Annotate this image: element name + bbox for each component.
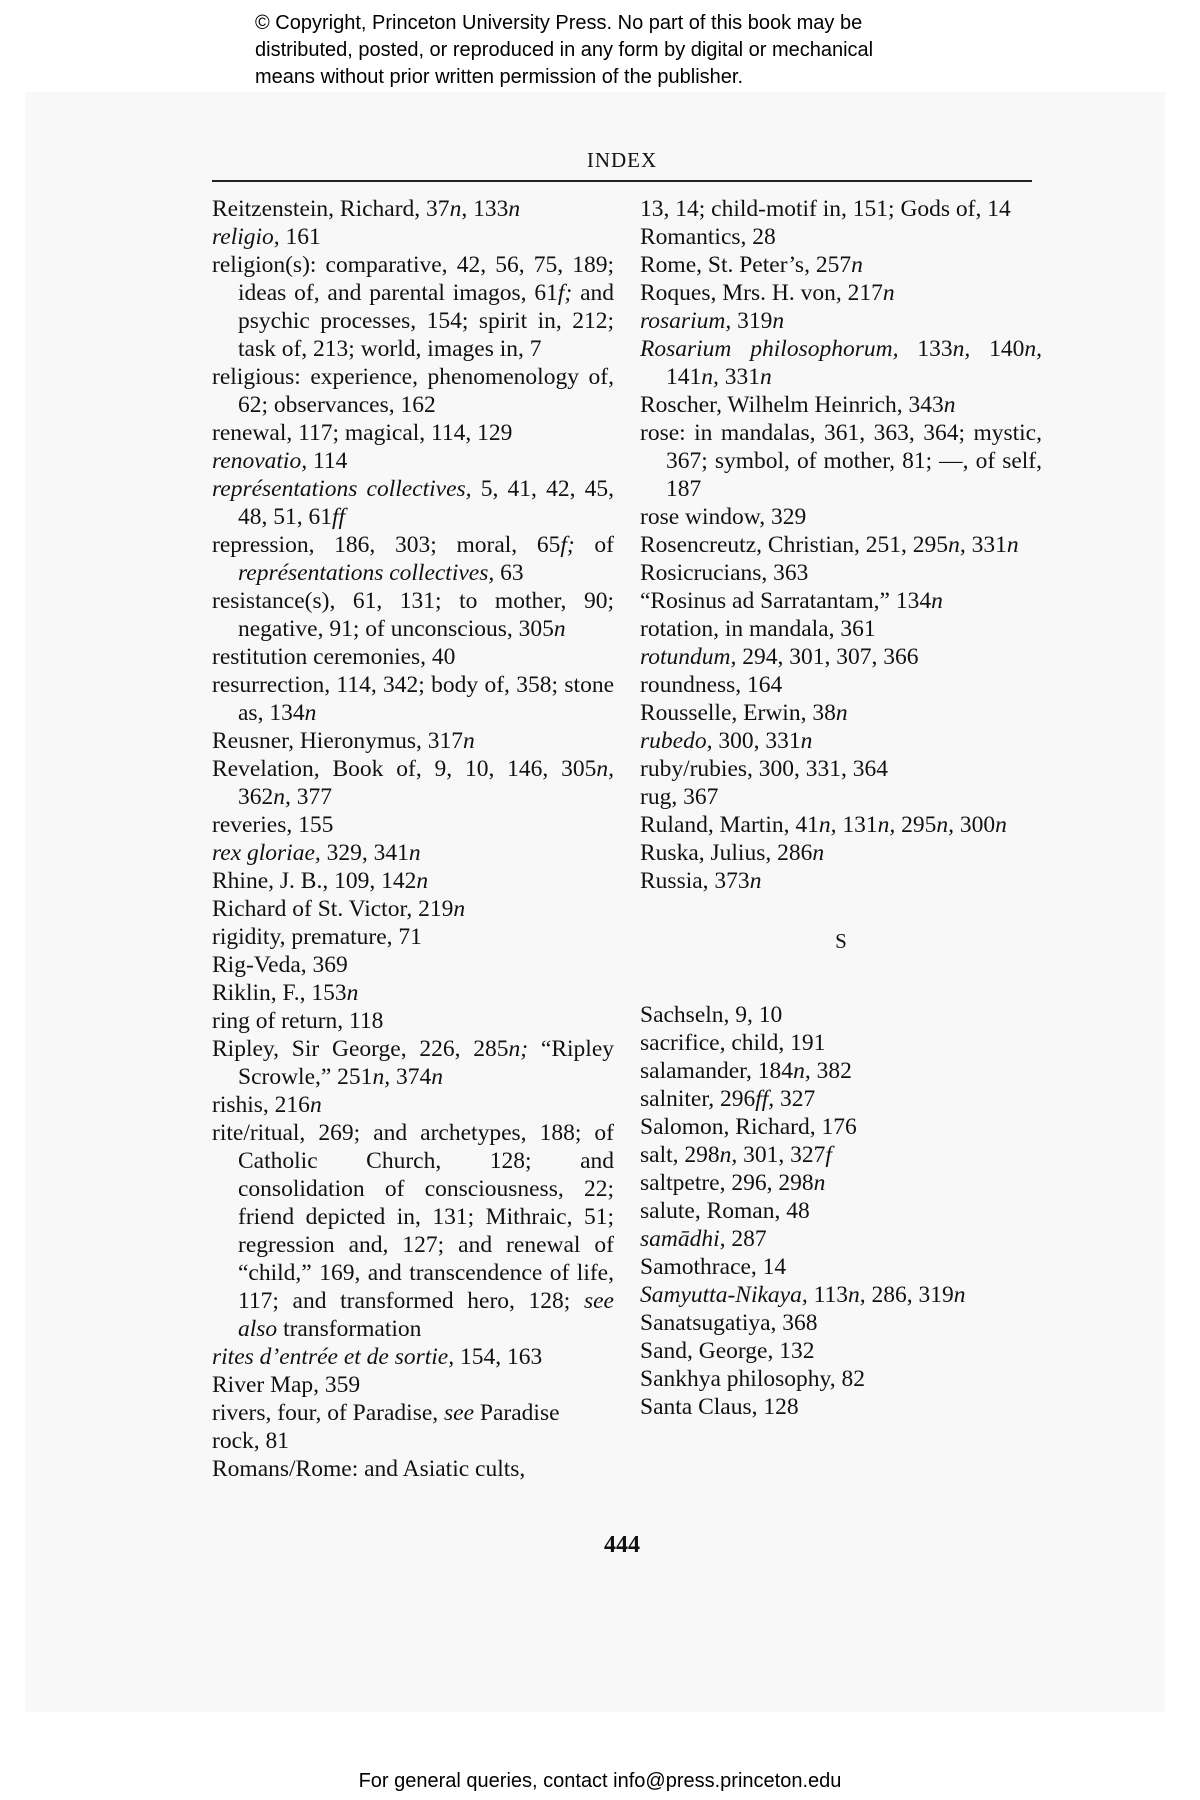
- index-entry: [212, 1007, 614, 1035]
- index-entry-text: 13, 14; child-motif in, 151; Gods of, 14: [640, 196, 1011, 222]
- index-entry-text: Sachseln, 9, 10: [640, 1002, 783, 1028]
- index-entry: [640, 671, 1042, 699]
- index-entry-text: n,: [719, 1142, 738, 1168]
- index-entry: [212, 811, 614, 839]
- index-entry-text: ff: [332, 504, 346, 530]
- index-entry: [640, 503, 1042, 531]
- index-entry-text: religio,: [212, 224, 280, 250]
- index-entry: [212, 979, 614, 1007]
- index-entry-text: samādhi,: [640, 1226, 726, 1252]
- index-entry-text: Samothrace, 14: [640, 1254, 787, 1280]
- index-entry-text: , 133: [461, 196, 509, 222]
- index-entry: [640, 615, 1042, 643]
- index-entry-text: renovatio,: [212, 448, 308, 474]
- index-entry-text: and psychic processes, 154; spirit in, 212; task of, 213; world, images in, 7: [238, 280, 614, 362]
- index-entry: [640, 1337, 1042, 1365]
- index-entry-text: Samyutta-Nikaya,: [640, 1282, 808, 1308]
- index-entry: [640, 1253, 1042, 1281]
- index-entry-text: sacrifice, child, 191: [640, 1030, 826, 1056]
- index-entry-text: Revelation, Book of, 9, 10, 146, 305: [212, 756, 597, 782]
- footer-contact: For general queries, contact info@press.princeton.edu: [358, 1770, 842, 1792]
- index-entry-text: n,: [273, 784, 291, 810]
- index-entry: [640, 1029, 1042, 1057]
- index-entry-text: 301, 327: [737, 1142, 826, 1168]
- index-entry-text: 131: [836, 812, 878, 838]
- index-entry: [212, 531, 614, 587]
- index-entry-text: n,: [701, 364, 719, 390]
- index-entry-text: salniter, 296: [640, 1086, 756, 1112]
- index-entry-text: religion(s): comparative, 42, 56, 75, 189; ideas of, and parental imagos, 61: [212, 252, 614, 306]
- index-entry-text: 300, 331: [712, 728, 801, 754]
- index-entry-text: restitution ceremonies, 40: [212, 644, 456, 670]
- index-entry: [640, 1393, 1042, 1421]
- index-entry-text: ff,: [755, 1086, 775, 1112]
- index-entry-text: représentations collectives,: [238, 560, 495, 586]
- index-entry: [212, 419, 614, 447]
- index-entry-text: Ruland, Martin, 41: [640, 812, 819, 838]
- index-entry: [640, 587, 1042, 615]
- index-entry-text: 362: [238, 784, 274, 810]
- index-entry-text: n: [812, 840, 825, 866]
- index-entry-text: religious: experience, phenomenology of, 62; observances, 162: [212, 364, 614, 418]
- index-entry: [640, 755, 1042, 783]
- index-entry-text: 141: [666, 364, 702, 390]
- index-entry-text: n,: [372, 1064, 391, 1090]
- index-entry: [640, 839, 1042, 867]
- index-entry-text: roundness, 164: [640, 672, 783, 698]
- index-entry-text: 161: [279, 224, 321, 250]
- index-entry: [640, 811, 1042, 839]
- index-entry-text: n: [449, 196, 462, 222]
- index-entry-text: saltpetre, 296, 298: [640, 1170, 814, 1196]
- index-entry-text: rivers, four, of Paradise,: [212, 1400, 445, 1426]
- index-entry-text: n: [943, 392, 956, 418]
- index-entry: [212, 951, 614, 979]
- index-entry-text: Russia, 373: [640, 868, 750, 894]
- index-entry-text: rosarium,: [640, 308, 732, 334]
- index-entry: [212, 363, 614, 419]
- index-entry-text: rose: in mandalas, 361, 363, 364; mystic, 367; symbol, of mother, 81; —, of self, 187: [640, 420, 1042, 502]
- index-entry: [212, 587, 614, 643]
- index-entry-text: Romans/Rome: and Asiatic cults,: [212, 1456, 526, 1482]
- index-entry-text: 331: [965, 532, 1007, 558]
- index-entry-text: Rosicrucians, 363: [640, 560, 809, 586]
- index-entry: [640, 643, 1042, 671]
- index-entry-text: n: [408, 840, 421, 866]
- index-entry: [212, 867, 614, 895]
- index-entry-text: n: [508, 196, 521, 222]
- index-entry-text: n: [416, 868, 429, 894]
- index-entry: [212, 1343, 614, 1371]
- index-entry-text: rex gloriae,: [212, 840, 321, 866]
- index-entry-text: n: [813, 1170, 826, 1196]
- index-entry: [640, 307, 1042, 335]
- section-letter: S: [835, 929, 847, 953]
- index-entry-text: n: [346, 980, 359, 1006]
- index-entry-text: Sanatsugatiya, 368: [640, 1310, 818, 1336]
- index-entry-text: Sand, George, 132: [640, 1338, 815, 1364]
- index-entry-text: 154, 163: [454, 1344, 543, 1370]
- index-entry-text: Romantics, 28: [640, 224, 776, 250]
- index-entry: [640, 391, 1042, 419]
- index-entry-text: 113: [807, 1282, 848, 1308]
- index-entry-text: n: [995, 812, 1007, 838]
- index-entry: [640, 1197, 1042, 1225]
- index-entry: [640, 1001, 1042, 1029]
- index-entry-text: n: [851, 252, 863, 278]
- index-entry-text: 140: [970, 336, 1025, 362]
- index-entry: [640, 195, 1042, 223]
- index-entry-text: salt, 298: [640, 1142, 720, 1168]
- index-entry-text: resistance(s), 61, 131; to mother, 90; negative, 91; of unconscious, 305: [212, 588, 614, 642]
- index-entry: [640, 1309, 1042, 1337]
- index-entry-text: n: [463, 728, 475, 754]
- index-entry: [212, 1455, 614, 1483]
- index-entry-text: n;: [508, 1036, 529, 1062]
- index-entry-text: 374: [390, 1064, 432, 1090]
- index-entry-text: Ruska, Julius, 286: [640, 840, 813, 866]
- index-entry-text: 331: [718, 364, 760, 390]
- index-entry-text: 382: [810, 1058, 852, 1084]
- index-entry-text: 319: [731, 308, 773, 334]
- index-entry: [212, 447, 614, 475]
- copyright-notice: [255, 10, 1015, 91]
- index-entry-text: n: [431, 1064, 443, 1090]
- index-entry-text: 377: [290, 784, 332, 810]
- index-entry-text: 5, 41, 42, 45, 48, 51, 61: [238, 476, 614, 530]
- index-entry-text: n: [749, 868, 762, 894]
- index-entry: [212, 839, 614, 867]
- index-entry-text: ruby/rubies, 300, 331, 364: [640, 756, 889, 782]
- index-entry-text: f;: [560, 532, 575, 558]
- index-entry: [640, 783, 1042, 811]
- index-entry-text: n: [1006, 532, 1019, 558]
- index-entry-text: Ripley, Sir George, 226, 285: [212, 1036, 509, 1062]
- index-entry-text: n,: [848, 1282, 866, 1308]
- index-entry-text: Richard of St. Victor, 219: [212, 896, 454, 922]
- index-entry: [640, 559, 1042, 587]
- index-column-right: [640, 195, 1042, 1421]
- index-entry-text: n: [453, 896, 466, 922]
- index-entry-text: salamander, 184: [640, 1058, 794, 1084]
- index-entry: [212, 195, 614, 223]
- index-entry-text: 286, 319: [865, 1282, 954, 1308]
- index-entry-text: 63: [494, 560, 524, 586]
- index-entry-text: Salomon, Richard, 176: [640, 1114, 857, 1140]
- index-entry: [212, 1427, 614, 1455]
- index-entry-text: repression, 186, 303; moral, 65: [212, 532, 561, 558]
- index-entry-text: n,: [1024, 336, 1043, 362]
- index-entry-text: n: [835, 700, 848, 726]
- index-entry: [212, 727, 614, 755]
- copyright-line: distributed, posted, or reproduced in any form by digital or mechanical: [255, 39, 874, 61]
- index-entry: [640, 699, 1042, 727]
- index-entry-text: n: [772, 308, 785, 334]
- index-entry: [212, 1035, 614, 1091]
- index-entry-text: Santa Claus, 128: [640, 1394, 799, 1420]
- index-entry-text: Paradise: [474, 1400, 560, 1426]
- index-entry: [640, 1141, 1042, 1169]
- index-entry: [640, 279, 1042, 307]
- index-entry-text: 294, 301, 307, 366: [736, 644, 919, 670]
- index-entry-text: Riklin, F., 153: [212, 980, 347, 1006]
- index-entry-text: rotundum,: [640, 644, 737, 670]
- index-entry-text: rite/ritual, 269; and archetypes, 188; of Catholic Church, 128; and consolidation of consciousness, 22; friend depicted in, 131; Mithraic, 51; regression and, 127; and renewal of “child,” 169, and transcendence of life, 117; and transformed hero, 128;: [212, 1120, 614, 1314]
- index-entry-text: n,: [936, 812, 954, 838]
- index-entry-text: n: [309, 1092, 322, 1118]
- index-entry: [640, 1057, 1042, 1085]
- index-entry-text: 329, 341: [320, 840, 409, 866]
- index-entry: [640, 1365, 1042, 1393]
- index-entry: [212, 923, 614, 951]
- index-entry-text: rigidity, premature, 71: [212, 924, 422, 950]
- index-entry-text: “Ripley Scrowle,” 251: [238, 1036, 614, 1090]
- index-entry-text: Rhine, J. B., 109, 142: [212, 868, 417, 894]
- page-heading: INDEX: [586, 148, 658, 172]
- index-entry-text: salute, Roman, 48: [640, 1198, 810, 1224]
- index-entry: [640, 1113, 1042, 1141]
- index-entry-text: transformation: [277, 1316, 422, 1342]
- index-entry: [640, 1281, 1042, 1309]
- index-entry-text: 133: [898, 336, 953, 362]
- index-entry-text: “Rosinus ad Sarratantam,” 134: [640, 588, 932, 614]
- index-entry: [640, 1225, 1042, 1253]
- index-entry-text: n,: [948, 532, 966, 558]
- index-entry-text: Sankhya philosophy, 82: [640, 1366, 865, 1392]
- index-entry: [640, 419, 1042, 503]
- index-entry: [212, 251, 614, 363]
- index-entry-text: f;: [557, 280, 573, 306]
- index-entry: [640, 251, 1042, 279]
- index-entry-text: rock, 81: [212, 1428, 290, 1454]
- index-entry: [212, 671, 614, 727]
- page-number: 444: [604, 1532, 640, 1558]
- index-entry-text: 327: [774, 1086, 816, 1112]
- index-entry-text: renewal, 117; magical, 114, 129: [212, 420, 513, 446]
- index-entry: [640, 531, 1042, 559]
- index-entry-text: resurrection, 114, 342; body of, 358; stone as, 134: [212, 672, 614, 726]
- index-entry-text: rubedo,: [640, 728, 713, 754]
- index-entry: [212, 643, 614, 671]
- index-entry-text: n: [931, 588, 943, 614]
- index-entry-text: reveries, 155: [212, 812, 334, 838]
- index-entry: [212, 223, 614, 251]
- index-entry-text: River Map, 359: [212, 1372, 361, 1398]
- index-entry-text: Rosencreutz, Christian, 251, 295: [640, 532, 949, 558]
- index-entry: [640, 335, 1042, 391]
- index-entry: [212, 1091, 614, 1119]
- copyright-line: means without prior written permission of the publisher.: [255, 66, 744, 88]
- index-entry: [212, 1399, 614, 1427]
- index-entry-text: n,: [596, 756, 614, 782]
- index-entry: [212, 475, 614, 531]
- index-entry-text: 114: [307, 448, 348, 474]
- index-entry: [212, 1119, 614, 1343]
- index-entry-text: n,: [952, 336, 971, 362]
- index-entry-text: 287: [725, 1226, 767, 1252]
- index-entry-text: 300: [953, 812, 996, 838]
- index-entry-text: n,: [793, 1058, 811, 1084]
- index-entry-text: f: [825, 1142, 832, 1168]
- index-entry-text: représentations collectives,: [212, 476, 472, 502]
- index-entry-text: Roscher, Wilhelm Heinrich, 343: [640, 392, 944, 418]
- index-entry-text: Reusner, Hieronymus, 317: [212, 728, 463, 754]
- index-entry-text: see also: [238, 1288, 614, 1342]
- index-entry-text: n: [882, 280, 895, 306]
- index-column-left: [212, 195, 614, 1483]
- index-entry-text: Rig-Veda, 369: [212, 952, 348, 978]
- index-entry-text: n: [304, 700, 317, 726]
- index-entry: [640, 867, 1042, 895]
- index-entry-text: Reitzenstein, Richard, 37: [212, 196, 450, 222]
- index-entry: [640, 223, 1042, 251]
- index-entry-text: Rousselle, Erwin, 38: [640, 700, 836, 726]
- index-entry-text: of: [574, 532, 614, 558]
- index-entry-text: rishis, 216: [212, 1092, 310, 1118]
- index-entry: [640, 727, 1042, 755]
- index-entry-text: rotation, in mandala, 361: [640, 616, 876, 642]
- index-entry: [640, 1085, 1042, 1113]
- index-entry: [212, 1371, 614, 1399]
- index-entry: [212, 895, 614, 923]
- index-entry-text: Rosarium philosophorum,: [640, 336, 899, 362]
- index-entry: [640, 1169, 1042, 1197]
- index-entry-text: Roques, Mrs. H. von, 217: [640, 280, 883, 306]
- index-entry-text: rug, 367: [640, 784, 719, 810]
- index-entry-text: n: [553, 616, 566, 642]
- index-entry-text: n: [953, 1282, 966, 1308]
- index-entry-text: n,: [877, 812, 896, 838]
- index-entry-text: n: [760, 364, 772, 390]
- index-entry-text: Rome, St. Peter’s, 257: [640, 252, 852, 278]
- index-entry-text: ring of return, 118: [212, 1008, 384, 1034]
- index-entry-text: 295: [895, 812, 937, 838]
- index-entry-text: rites d’entrée et de sortie,: [212, 1344, 455, 1370]
- index-entry-text: see: [444, 1400, 475, 1426]
- index-entry-text: n: [800, 728, 813, 754]
- index-entry-text: rose window, 329: [640, 504, 807, 530]
- index-entry: [212, 755, 614, 811]
- heading-rule: [212, 180, 1032, 182]
- copyright-line: © Copyright, Princeton University Press. No part of this book may be: [255, 12, 863, 34]
- index-entry-text: n,: [818, 812, 837, 838]
